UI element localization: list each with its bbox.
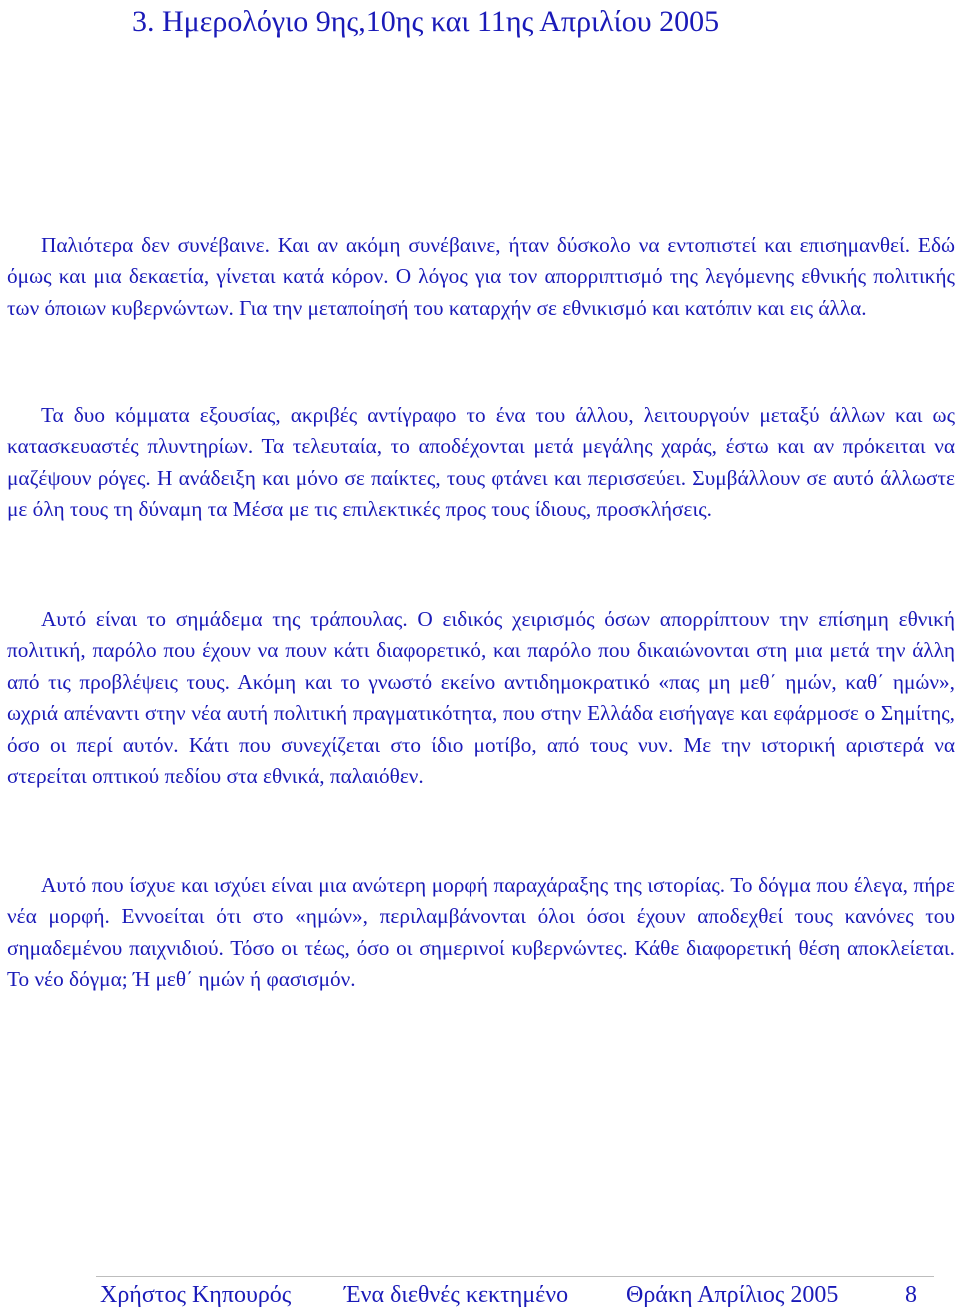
page-title: 3. Ημερολόγιο 9ης,10ης και 11ης Απριλίου 2005 <box>132 5 720 38</box>
paragraph-4: Αυτό που ίσχυε και ισχύει είναι μια ανώτερη μορφή παραχάραξης της ιστορίας. Το δόγμα που έλεγα, πήρε νέα μορφή. Εννοείται ότι στο «ημών», περιλαμβάνονται όλοι όσοι έχουν αποδεχθεί τους κανόνες του σημαδεμένου παιχνιδιού. Τόσο οι τέως, όσο οι σημερινοί κυβερνώντες. Κάθε διαφορετική θέση αποκλείεται. Το νέο δόγμα; Ή μεθ΄ ημών ή φασισμόν. <box>7 873 955 992</box>
footer-page-number: 8 <box>905 1282 917 1308</box>
paragraph-1: Παλιότερα δεν συνέβαινε. Και αν ακόμη συνέβαινε, ήταν δύσκολο να εντοπιστεί και επισημανθεί. Εδώ όμως και μια δεκαετία, γίνεται κατά κόρον. Ο λόγος για τον απορριπτισμό της λεγόμενης εθνικής πολιτικής των όποιων κυβερνώντων. Για την μεταποίησή του καταρχήν σε εθνικισμό και κατόπιν και εις άλλα. <box>7 233 955 320</box>
paragraph-3: Αυτό είναι το σημάδεμα της τράπουλας. Ο ειδικός χειρισμός όσων απορρίπτουν την επίσημη εθνική πολιτική, παρόλο που έχουν να πουν κάτι διαφορετικό, και παρόλο που δικαιώνονται στη μια μετά την άλλη από τις προβλέψεις τους. Ακόμη και το γνωστό εκείνο αντιδημοκρατικό «πας μη μεθ΄ ημών, καθ΄ ημών», ωχριά απέναντι στην νέα αυτή πολιτική πραγματικότητα, που στην Ελλάδα εισήγαγε και εφάρμοσε ο Σημίτης, όσο οι περί αυτόν. Κάτι που συνεχίζεται στο ίδιο μοτίβο, από τους νυν. Με την ιστορική αριστερά να στερείται οπτικού πεδίου στα εθνικά, παλαιόθεν. <box>7 607 955 789</box>
footer-author: Χρήστος Κηπουρός <box>100 1282 292 1308</box>
footer-place-date: Θράκη Απρίλιος 2005 <box>626 1282 839 1308</box>
footer-divider <box>96 1276 934 1277</box>
footer-book-title: Ένα διεθνές κεκτημένο <box>344 1282 569 1308</box>
paragraph-2: Τα δυο κόμματα εξουσίας, ακριβές αντίγραφο το ένα του άλλου, λειτουργούν μεταξύ άλλων και ως κατασκευαστές πλυντηρίων. Τα τελευταία, το αποδέχονται μετά μεγάλης χαράς, έστω και αν πρόκειται να μαζέψουν ρόγες. Η ανάδειξη και μόνο σε παίκτες, τους φτάνει και περισσεύει. Συμβάλλουν σε αυτό άλλωστε με όλη τους τη δύναμη τα Μέσα με τις επιλεκτικές προς τους ίδιους, προσκλήσεις. <box>7 403 955 522</box>
